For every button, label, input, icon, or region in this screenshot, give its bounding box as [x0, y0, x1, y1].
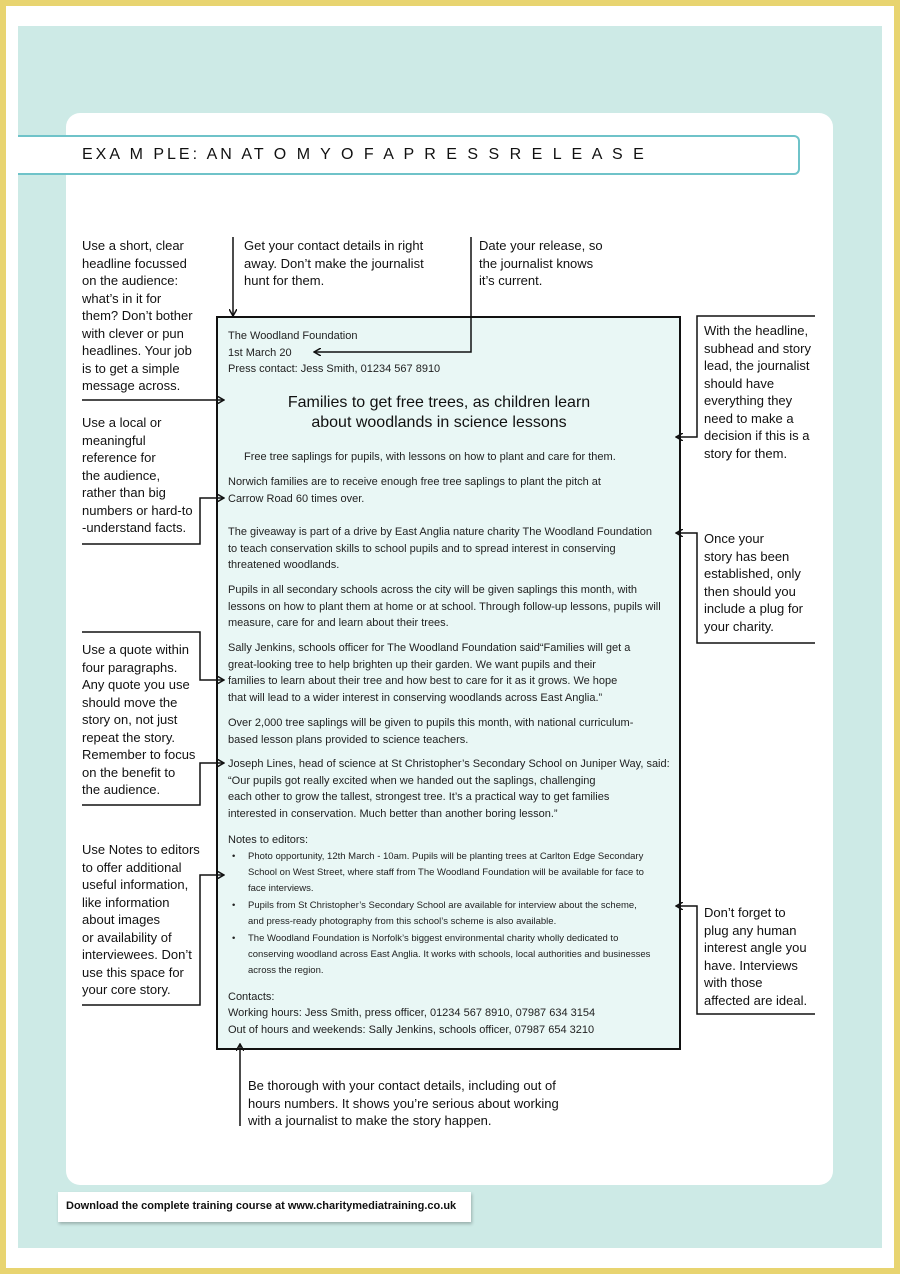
bullet-line: Photo opportunity, 12th March - 10am. Pupils will be planting trees at Carlton Edge Secondary — [248, 851, 644, 862]
paragraph-line: each other to grow the tallest, strongest tree. It’s a practical way to get families — [228, 791, 610, 803]
note-line: on the audience: — [82, 273, 179, 288]
note-line: headline focussed — [82, 255, 187, 271]
note-line: with those — [704, 975, 763, 990]
release-subhead: Free tree saplings for pupils, with lessons on how to plant and care for them. — [244, 451, 616, 463]
note-line: Get your contact details in right — [244, 238, 424, 253]
bullet-line: across the region. — [248, 965, 324, 976]
note-line: then should you — [704, 583, 796, 599]
note-line: should have — [704, 375, 775, 391]
note-line: hours numbers. It shows you’re serious about working — [248, 1095, 559, 1111]
note-line: your core story. — [82, 982, 171, 997]
note-line: repeat the story. — [82, 729, 175, 745]
note-line: interviewees. Don’t — [82, 947, 192, 962]
paragraph-line: Sally Jenkins, schools officer for The Woodland Foundation said“Families will get a — [228, 642, 631, 654]
note-line: the audience. — [82, 782, 161, 797]
note-line: with clever or pun — [82, 325, 184, 341]
note-line: meaningful — [82, 432, 146, 448]
arrow-quote — [82, 632, 224, 680]
note-line: with a journalist to make the story happen. — [248, 1113, 492, 1128]
note-line: like information — [82, 894, 170, 910]
note-line: Use a local or — [82, 415, 162, 430]
paragraph-line: based lesson plans provided to science teachers. — [228, 733, 469, 746]
note-line: should move the — [82, 694, 178, 710]
note-line: subhead and story — [704, 340, 811, 356]
bullet-dot: • — [232, 851, 236, 862]
note-line: With the headline, — [704, 323, 809, 338]
bullet-dot: • — [232, 933, 236, 944]
arrow-interest — [676, 906, 815, 1014]
note-line: hunt for them. — [244, 273, 325, 288]
note-line: interest angle you — [704, 940, 807, 955]
note-line: away. Don’t make the journalist — [244, 255, 424, 271]
arrow-plug — [676, 533, 815, 643]
note-line: on the benefit to — [82, 764, 176, 780]
arrow-date — [314, 237, 471, 352]
paragraph-line: great-looking tree to help brighten up their garden. We want pupils and their — [228, 658, 596, 671]
release-press-contact: Press contact: Jess Smith, 01234 567 8910 — [228, 363, 441, 375]
note-line: plug any human — [704, 922, 797, 938]
arrow-quote-joseph — [82, 763, 224, 805]
note-line: decision if this is a — [704, 428, 810, 443]
note-line: your charity. — [704, 618, 774, 634]
paragraph-line: Carrow Road 60 times over. — [228, 492, 365, 505]
note-line: numbers or hard-to — [82, 502, 193, 518]
note-line: four paragraphs. — [82, 659, 178, 675]
note-line: story on, not just — [82, 712, 178, 727]
note-line: lead, the journalist — [704, 358, 810, 373]
paragraph-line: threatened woodlands. — [228, 559, 340, 571]
paragraph-line: Joseph Lines, head of science at St Christopher’s Secondary School on Juniper Way, said: — [228, 758, 670, 770]
note-line: rather than big — [82, 485, 166, 500]
note-line: them? Don’t bother — [82, 308, 193, 323]
arrow-local — [82, 498, 224, 544]
paragraph-line: Pupils in all secondary schools across the city will be given saplings this month, with — [228, 584, 638, 596]
note-line: Be thorough with your contact details, including out of — [248, 1078, 556, 1093]
note-line: what’s in it for — [82, 290, 162, 306]
contacts-title: Contacts: — [228, 991, 275, 1003]
note-line: Date your release, so — [479, 238, 603, 253]
arrow-editors — [82, 875, 224, 1005]
note-line: headlines. Your job — [82, 343, 192, 358]
note-line: reference for — [82, 450, 156, 465]
bullet-line: The Woodland Foundation is Norfolk’s biggest environmental charity wholly dedicated to — [248, 933, 619, 944]
contact-line: Out of hours and weekends: Sally Jenkins, schools officer, 07987 654 3210 — [228, 1023, 595, 1036]
note-line: it’s current. — [479, 273, 543, 288]
note-line: useful information, — [82, 877, 189, 892]
note-line: story for them. — [704, 445, 788, 461]
note-line: everything they — [704, 393, 793, 408]
bullet-line: face interviews. — [248, 883, 314, 894]
note-line: Any quote you use — [82, 677, 190, 692]
contact-line: Working hours: Jess Smith, press officer, 01234 567 8910, 07987 634 3154 — [228, 1007, 596, 1019]
release-org: The Woodland Foundation — [228, 330, 358, 342]
paragraph-line: Over 2,000 tree saplings will be given to pupils this month, with national curriculum- — [228, 717, 634, 729]
note-line: Remember to focus — [82, 747, 196, 762]
note-line: Once your — [704, 531, 764, 546]
headline-line: about woodlands in science lessons — [311, 413, 567, 431]
note-line: need to make a — [704, 410, 794, 426]
note-line: affected are ideal. — [704, 992, 808, 1008]
note-line: the audience, — [82, 467, 161, 483]
paragraph-line: that will lead to a wider interest in conserving woodlands across East Anglia.” — [228, 691, 603, 704]
page-title: EXA M PLE: AN AT O M Y O F A P R E S S R E L E A S E — [82, 146, 647, 163]
paragraph-line: families to learn about their tree and how best to care for it as it grows. We hope — [228, 675, 618, 687]
paragraph-line: “Our pupils got really excited when we handed out the saplings, challenging — [228, 774, 596, 787]
paragraph-line: Norwich families are to receive enough free tree saplings to plant the pitch at — [228, 476, 601, 488]
footer-banner — [58, 1192, 471, 1222]
paragraph-line: The giveaway is part of a drive by East Anglia nature charity The Woodland Foundation — [228, 526, 652, 538]
note-line: established, only — [704, 566, 801, 581]
note-line: Use a quote within — [82, 642, 189, 657]
note-line: Don’t forget to — [704, 905, 786, 920]
note-line: about images — [82, 912, 161, 927]
paragraph-line: interested in conservation. Much better than another boring lesson.” — [228, 807, 558, 820]
bullet-dot: • — [232, 900, 236, 911]
bullet-line: and press-ready photography from this school’s scheme is also available. — [248, 916, 557, 927]
bullet-line: Pupils from St Christopher’s Secondary School are available for interview about the scheme, — [248, 900, 637, 911]
release-date: 1st March 20 — [228, 347, 292, 359]
note-line: have. Interviews — [704, 957, 798, 973]
notes-to-editors-title: Notes to editors: — [228, 834, 309, 846]
paragraph-line: lessons on how to plant them at home or at school. Through follow-up lessons, pupils will — [228, 600, 661, 613]
paragraph-line: to teach conservation skills to school pupils and to spread interest in conserving — [228, 542, 616, 555]
note-line: Use Notes to editors — [82, 842, 200, 857]
note-line: Use a short, clear — [82, 238, 184, 253]
headline-line: Families to get free trees, as children learn — [287, 394, 591, 411]
note-line: the journalist knows — [479, 255, 594, 271]
bullet-line: conserving woodland across East Anglia. It works with schools, local authorities and businesses — [248, 949, 651, 960]
note-line: story has been — [704, 548, 790, 564]
arrow-lead — [676, 316, 815, 437]
note-line: use this space for — [82, 964, 184, 980]
paragraph-line: measure, care for and learn about their trees. — [228, 617, 449, 629]
bullet-line: School on West Street, where staff from The Woodland Foundation will be available for face to — [248, 867, 644, 878]
note-line: include a plug for — [704, 601, 804, 616]
footer-text: Download the complete training course at www.charitymediatraining.co.uk — [66, 1200, 457, 1212]
note-line: to offer additional — [82, 859, 182, 875]
note-line: message across. — [82, 378, 181, 393]
note-line: or availability of — [82, 929, 172, 945]
note-line: is to get a simple — [82, 360, 180, 376]
note-line: -understand facts. — [82, 520, 187, 535]
